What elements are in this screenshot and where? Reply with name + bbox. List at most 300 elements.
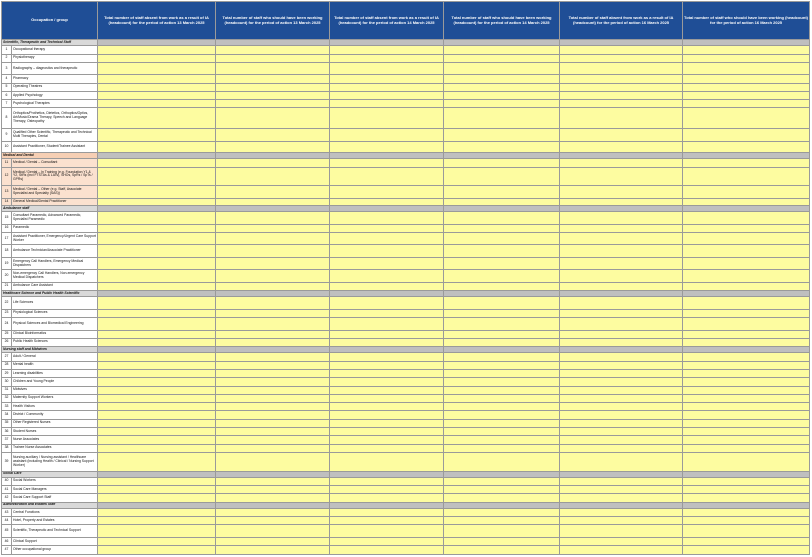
value-input-cell[interactable] <box>330 297 444 309</box>
value-input-cell[interactable] <box>216 318 330 330</box>
value-input-cell[interactable] <box>330 508 444 516</box>
row-number: 46 <box>2 537 12 545</box>
value-input-cell[interactable] <box>444 245 560 257</box>
value-input-cell[interactable] <box>216 525 330 537</box>
value-input-cell[interactable] <box>560 338 683 346</box>
value-input-cell[interactable] <box>216 167 330 186</box>
value-input-cell[interactable] <box>683 62 810 74</box>
value-input-cell[interactable] <box>216 411 330 419</box>
value-input-cell[interactable] <box>683 159 810 167</box>
value-input-cell[interactable] <box>444 330 560 338</box>
value-input-cell[interactable] <box>216 419 330 427</box>
value-input-cell[interactable] <box>98 369 216 377</box>
value-input-cell[interactable] <box>98 436 216 444</box>
table-row <box>2 338 810 346</box>
value-input-cell[interactable] <box>560 330 683 338</box>
row-number: 18 <box>2 245 12 257</box>
value-input-cell[interactable] <box>216 517 330 525</box>
occupation-label: Nursing auxiliary / Nursing assistant / Healthcare assistant (including Health / Clinical / Nursing Support Worker) <box>12 452 98 471</box>
value-input-cell[interactable] <box>683 83 810 91</box>
value-input-cell[interactable] <box>683 394 810 402</box>
value-input-cell[interactable] <box>216 486 330 494</box>
value-input-cell[interactable] <box>683 444 810 452</box>
value-input-cell[interactable] <box>444 411 560 419</box>
value-input-cell[interactable] <box>98 54 216 62</box>
value-input-cell[interactable] <box>216 91 330 99</box>
value-input-cell[interactable] <box>560 167 683 186</box>
value-input-cell[interactable] <box>330 245 444 257</box>
value-input-cell[interactable] <box>98 282 216 290</box>
value-input-cell[interactable] <box>98 386 216 394</box>
value-input-cell[interactable] <box>98 517 216 525</box>
value-input-cell[interactable] <box>330 517 444 525</box>
value-input-cell[interactable] <box>98 257 216 269</box>
value-input-cell[interactable] <box>330 186 444 198</box>
value-input-cell[interactable] <box>330 141 444 152</box>
value-input-cell[interactable] <box>330 436 444 444</box>
value-input-cell[interactable] <box>330 353 444 361</box>
value-input-cell[interactable] <box>683 353 810 361</box>
value-input-cell[interactable] <box>330 257 444 269</box>
value-input-cell[interactable] <box>683 330 810 338</box>
value-input-cell[interactable] <box>683 141 810 152</box>
value-input-cell[interactable] <box>560 546 683 555</box>
value-input-cell[interactable] <box>560 452 683 471</box>
value-input-cell[interactable] <box>444 159 560 167</box>
value-input-cell[interactable] <box>444 378 560 386</box>
value-input-cell[interactable] <box>216 198 330 205</box>
value-input-cell[interactable] <box>444 403 560 411</box>
value-input-cell[interactable] <box>330 361 444 369</box>
value-input-cell[interactable] <box>444 54 560 62</box>
table-row <box>2 186 810 198</box>
value-input-cell[interactable] <box>98 525 216 537</box>
value-input-cell[interactable] <box>560 309 683 317</box>
value-input-cell[interactable] <box>444 427 560 435</box>
value-input-cell[interactable] <box>683 517 810 525</box>
value-input-cell[interactable] <box>330 282 444 290</box>
value-input-cell[interactable] <box>216 378 330 386</box>
value-input-cell[interactable] <box>216 270 330 282</box>
value-input-cell[interactable] <box>330 91 444 99</box>
value-input-cell[interactable] <box>683 419 810 427</box>
value-input-cell[interactable] <box>98 224 216 232</box>
value-input-cell[interactable] <box>444 452 560 471</box>
value-input-cell[interactable] <box>330 378 444 386</box>
value-input-cell[interactable] <box>216 141 330 152</box>
value-input-cell[interactable] <box>444 232 560 244</box>
value-input-cell[interactable] <box>683 212 810 224</box>
value-input-cell[interactable] <box>216 257 330 269</box>
value-input-cell[interactable] <box>98 129 216 141</box>
value-input-cell[interactable] <box>330 212 444 224</box>
value-input-cell[interactable] <box>330 427 444 435</box>
value-input-cell[interactable] <box>444 546 560 555</box>
value-input-cell[interactable] <box>560 386 683 394</box>
table-row <box>2 537 810 545</box>
value-input-cell[interactable] <box>98 108 216 129</box>
value-input-cell[interactable] <box>560 232 683 244</box>
value-input-cell[interactable] <box>683 232 810 244</box>
value-input-cell[interactable] <box>683 186 810 198</box>
value-input-cell[interactable] <box>98 297 216 309</box>
value-input-cell[interactable] <box>560 427 683 435</box>
value-input-cell[interactable] <box>444 309 560 317</box>
value-input-cell[interactable] <box>98 186 216 198</box>
value-input-cell[interactable] <box>683 309 810 317</box>
value-input-cell[interactable] <box>98 318 216 330</box>
table-row <box>2 212 810 224</box>
value-input-cell[interactable] <box>216 427 330 435</box>
value-input-cell[interactable] <box>330 75 444 83</box>
row-number: 10 <box>2 141 12 152</box>
value-input-cell[interactable] <box>444 100 560 108</box>
value-input-cell[interactable] <box>560 282 683 290</box>
value-input-cell[interactable] <box>560 508 683 516</box>
value-input-cell[interactable] <box>98 75 216 83</box>
value-input-cell[interactable] <box>560 369 683 377</box>
value-input-cell[interactable] <box>98 411 216 419</box>
value-input-cell[interactable] <box>98 361 216 369</box>
value-input-cell[interactable] <box>216 537 330 545</box>
value-input-cell[interactable] <box>216 309 330 317</box>
value-input-cell[interactable] <box>444 224 560 232</box>
value-input-cell[interactable] <box>98 245 216 257</box>
value-input-cell[interactable] <box>683 403 810 411</box>
value-input-cell[interactable] <box>560 411 683 419</box>
value-input-cell[interactable] <box>444 486 560 494</box>
value-input-cell[interactable] <box>560 62 683 74</box>
value-input-cell[interactable] <box>444 353 560 361</box>
value-input-cell[interactable] <box>330 386 444 394</box>
value-input-cell[interactable] <box>330 309 444 317</box>
value-input-cell[interactable] <box>98 452 216 471</box>
value-input-cell[interactable] <box>560 394 683 402</box>
value-input-cell[interactable] <box>98 141 216 152</box>
value-input-cell[interactable] <box>444 419 560 427</box>
value-input-cell[interactable] <box>683 546 810 555</box>
value-input-cell[interactable] <box>216 330 330 338</box>
value-input-cell[interactable] <box>444 369 560 377</box>
value-input-cell[interactable] <box>330 477 444 485</box>
value-input-cell[interactable] <box>330 100 444 108</box>
value-input-cell[interactable] <box>560 486 683 494</box>
value-input-cell[interactable] <box>560 100 683 108</box>
value-input-cell[interactable] <box>444 394 560 402</box>
value-input-cell[interactable] <box>330 494 444 502</box>
value-input-cell[interactable] <box>683 270 810 282</box>
value-input-cell[interactable] <box>683 411 810 419</box>
value-input-cell[interactable] <box>444 525 560 537</box>
value-input-cell[interactable] <box>560 108 683 129</box>
value-input-cell[interactable] <box>560 403 683 411</box>
value-input-cell[interactable] <box>560 270 683 282</box>
value-input-cell[interactable] <box>560 419 683 427</box>
value-input-cell[interactable] <box>330 403 444 411</box>
value-input-cell[interactable] <box>683 224 810 232</box>
value-input-cell[interactable] <box>330 452 444 471</box>
value-input-cell[interactable] <box>330 318 444 330</box>
value-input-cell[interactable] <box>683 198 810 205</box>
value-input-cell[interactable] <box>216 212 330 224</box>
value-input-cell[interactable] <box>683 378 810 386</box>
value-input-cell[interactable] <box>560 537 683 545</box>
value-input-cell[interactable] <box>683 494 810 502</box>
value-input-cell[interactable] <box>98 100 216 108</box>
value-input-cell[interactable] <box>444 537 560 545</box>
value-input-cell[interactable] <box>560 159 683 167</box>
value-input-cell[interactable] <box>560 297 683 309</box>
value-input-cell[interactable] <box>330 232 444 244</box>
row-number: 43 <box>2 508 12 516</box>
value-input-cell[interactable] <box>98 494 216 502</box>
value-input-cell[interactable] <box>444 361 560 369</box>
value-input-cell[interactable] <box>444 83 560 91</box>
value-input-cell[interactable] <box>330 83 444 91</box>
value-input-cell[interactable] <box>98 477 216 485</box>
value-input-cell[interactable] <box>98 338 216 346</box>
value-input-cell[interactable] <box>216 477 330 485</box>
value-input-cell[interactable] <box>330 419 444 427</box>
value-input-cell[interactable] <box>330 537 444 545</box>
value-input-cell[interactable] <box>98 330 216 338</box>
row-number: 15 <box>2 212 12 224</box>
value-input-cell[interactable] <box>98 232 216 244</box>
value-input-cell[interactable] <box>444 141 560 152</box>
value-input-cell[interactable] <box>216 245 330 257</box>
value-input-cell[interactable] <box>560 91 683 99</box>
value-input-cell[interactable] <box>98 486 216 494</box>
value-input-cell[interactable] <box>560 198 683 205</box>
value-input-cell[interactable] <box>216 186 330 198</box>
value-input-cell[interactable] <box>683 108 810 129</box>
value-input-cell[interactable] <box>444 477 560 485</box>
value-input-cell[interactable] <box>98 167 216 186</box>
value-input-cell[interactable] <box>98 427 216 435</box>
value-input-cell[interactable] <box>330 46 444 54</box>
value-input-cell[interactable] <box>98 403 216 411</box>
value-input-cell[interactable] <box>683 245 810 257</box>
value-input-cell[interactable] <box>444 282 560 290</box>
value-input-cell[interactable] <box>216 394 330 402</box>
value-input-cell[interactable] <box>444 508 560 516</box>
value-input-cell[interactable] <box>683 100 810 108</box>
value-input-cell[interactable] <box>330 411 444 419</box>
value-input-cell[interactable] <box>560 83 683 91</box>
value-input-cell[interactable] <box>216 338 330 346</box>
value-input-cell[interactable] <box>98 419 216 427</box>
value-input-cell[interactable] <box>98 83 216 91</box>
value-input-cell[interactable] <box>683 477 810 485</box>
value-input-cell[interactable] <box>216 108 330 129</box>
value-input-cell[interactable] <box>683 427 810 435</box>
value-input-cell[interactable] <box>98 378 216 386</box>
value-input-cell[interactable] <box>216 494 330 502</box>
value-input-cell[interactable] <box>560 353 683 361</box>
staff-absence-table <box>1 1 810 555</box>
value-input-cell[interactable] <box>98 159 216 167</box>
value-input-cell[interactable] <box>216 452 330 471</box>
value-input-cell[interactable] <box>216 369 330 377</box>
value-input-cell[interactable] <box>560 46 683 54</box>
occupation-label: Public Health Sciences <box>12 338 98 346</box>
value-input-cell[interactable] <box>444 436 560 444</box>
value-input-cell[interactable] <box>216 46 330 54</box>
value-input-cell[interactable] <box>444 270 560 282</box>
value-input-cell[interactable] <box>683 282 810 290</box>
value-input-cell[interactable] <box>216 232 330 244</box>
occupation-label: Qualified Other Scientific, Therapeutic and Technical Multi Therapies, Dental <box>12 129 98 141</box>
value-input-cell[interactable] <box>330 108 444 129</box>
value-input-cell[interactable] <box>683 257 810 269</box>
value-input-cell[interactable] <box>444 62 560 74</box>
value-input-cell[interactable] <box>330 338 444 346</box>
row-number: 27 <box>2 353 12 361</box>
value-input-cell[interactable] <box>444 167 560 186</box>
value-input-cell[interactable] <box>683 386 810 394</box>
value-input-cell[interactable] <box>330 394 444 402</box>
table-row <box>2 198 810 205</box>
value-input-cell[interactable] <box>98 46 216 54</box>
value-input-cell[interactable] <box>683 486 810 494</box>
value-input-cell[interactable] <box>98 270 216 282</box>
row-number: 25 <box>2 330 12 338</box>
value-input-cell[interactable] <box>683 361 810 369</box>
value-input-cell[interactable] <box>444 494 560 502</box>
value-input-cell[interactable] <box>330 546 444 555</box>
value-input-cell[interactable] <box>560 525 683 537</box>
value-input-cell[interactable] <box>216 386 330 394</box>
value-input-cell[interactable] <box>98 62 216 74</box>
value-input-cell[interactable] <box>444 212 560 224</box>
value-input-cell[interactable] <box>216 282 330 290</box>
value-input-cell[interactable] <box>560 75 683 83</box>
value-input-cell[interactable] <box>216 508 330 516</box>
value-input-cell[interactable] <box>560 141 683 152</box>
value-input-cell[interactable] <box>216 54 330 62</box>
value-input-cell[interactable] <box>560 224 683 232</box>
value-input-cell[interactable] <box>560 186 683 198</box>
value-input-cell[interactable] <box>444 444 560 452</box>
value-input-cell[interactable] <box>216 361 330 369</box>
value-input-cell[interactable] <box>444 297 560 309</box>
value-input-cell[interactable] <box>330 129 444 141</box>
value-input-cell[interactable] <box>216 436 330 444</box>
value-input-cell[interactable] <box>330 270 444 282</box>
value-input-cell[interactable] <box>560 257 683 269</box>
value-input-cell[interactable] <box>216 403 330 411</box>
value-input-cell[interactable] <box>216 75 330 83</box>
value-input-cell[interactable] <box>444 257 560 269</box>
value-input-cell[interactable] <box>330 369 444 377</box>
value-input-cell[interactable] <box>330 62 444 74</box>
value-input-cell[interactable] <box>444 338 560 346</box>
value-input-cell[interactable] <box>683 338 810 346</box>
value-input-cell[interactable] <box>98 198 216 205</box>
value-input-cell[interactable] <box>98 353 216 361</box>
value-input-cell[interactable] <box>560 436 683 444</box>
value-input-cell[interactable] <box>330 525 444 537</box>
value-input-cell[interactable] <box>98 309 216 317</box>
value-input-cell[interactable] <box>683 537 810 545</box>
value-input-cell[interactable] <box>444 186 560 198</box>
value-input-cell[interactable] <box>330 159 444 167</box>
value-input-cell[interactable] <box>330 444 444 452</box>
value-input-cell[interactable] <box>683 297 810 309</box>
value-input-cell[interactable] <box>98 91 216 99</box>
value-input-cell[interactable] <box>330 224 444 232</box>
value-input-cell[interactable] <box>98 546 216 555</box>
value-input-cell[interactable] <box>444 318 560 330</box>
value-input-cell[interactable] <box>560 245 683 257</box>
value-input-cell[interactable] <box>560 212 683 224</box>
value-input-cell[interactable] <box>560 378 683 386</box>
value-input-cell[interactable] <box>216 546 330 555</box>
value-input-cell[interactable] <box>330 54 444 62</box>
value-input-cell[interactable] <box>683 129 810 141</box>
value-input-cell[interactable] <box>683 369 810 377</box>
value-input-cell[interactable] <box>216 444 330 452</box>
value-input-cell[interactable] <box>98 508 216 516</box>
value-input-cell[interactable] <box>216 62 330 74</box>
value-input-cell[interactable] <box>683 508 810 516</box>
value-input-cell[interactable] <box>560 361 683 369</box>
value-input-cell[interactable] <box>683 91 810 99</box>
value-input-cell[interactable] <box>444 517 560 525</box>
value-input-cell[interactable] <box>444 386 560 394</box>
value-input-cell[interactable] <box>444 75 560 83</box>
value-input-cell[interactable] <box>98 537 216 545</box>
value-input-cell[interactable] <box>444 108 560 129</box>
value-input-cell[interactable] <box>216 83 330 91</box>
value-input-cell[interactable] <box>444 91 560 99</box>
value-input-cell[interactable] <box>444 198 560 205</box>
value-input-cell[interactable] <box>216 129 330 141</box>
value-input-cell[interactable] <box>560 129 683 141</box>
occupation-label: Other occupational group <box>12 546 98 555</box>
value-input-cell[interactable] <box>444 46 560 54</box>
value-input-cell[interactable] <box>683 75 810 83</box>
value-input-cell[interactable] <box>98 394 216 402</box>
occupation-label: Hotel, Property and Estates <box>12 517 98 525</box>
value-input-cell[interactable] <box>216 159 330 167</box>
value-input-cell[interactable] <box>560 494 683 502</box>
value-input-cell[interactable] <box>216 353 330 361</box>
value-input-cell[interactable] <box>560 318 683 330</box>
value-input-cell[interactable] <box>560 517 683 525</box>
value-input-cell[interactable] <box>560 444 683 452</box>
value-input-cell[interactable] <box>683 54 810 62</box>
value-input-cell[interactable] <box>683 525 810 537</box>
value-input-cell[interactable] <box>683 46 810 54</box>
value-input-cell[interactable] <box>683 318 810 330</box>
value-input-cell[interactable] <box>683 436 810 444</box>
value-input-cell[interactable] <box>216 224 330 232</box>
value-input-cell[interactable] <box>216 100 330 108</box>
value-input-cell[interactable] <box>330 167 444 186</box>
value-input-cell[interactable] <box>560 54 683 62</box>
value-input-cell[interactable] <box>683 452 810 471</box>
value-input-cell[interactable] <box>216 297 330 309</box>
value-input-cell[interactable] <box>560 477 683 485</box>
value-input-cell[interactable] <box>98 444 216 452</box>
value-input-cell[interactable] <box>330 330 444 338</box>
value-input-cell[interactable] <box>98 212 216 224</box>
value-input-cell[interactable] <box>444 129 560 141</box>
value-input-cell[interactable] <box>683 167 810 186</box>
value-input-cell[interactable] <box>330 198 444 205</box>
value-input-cell[interactable] <box>330 486 444 494</box>
